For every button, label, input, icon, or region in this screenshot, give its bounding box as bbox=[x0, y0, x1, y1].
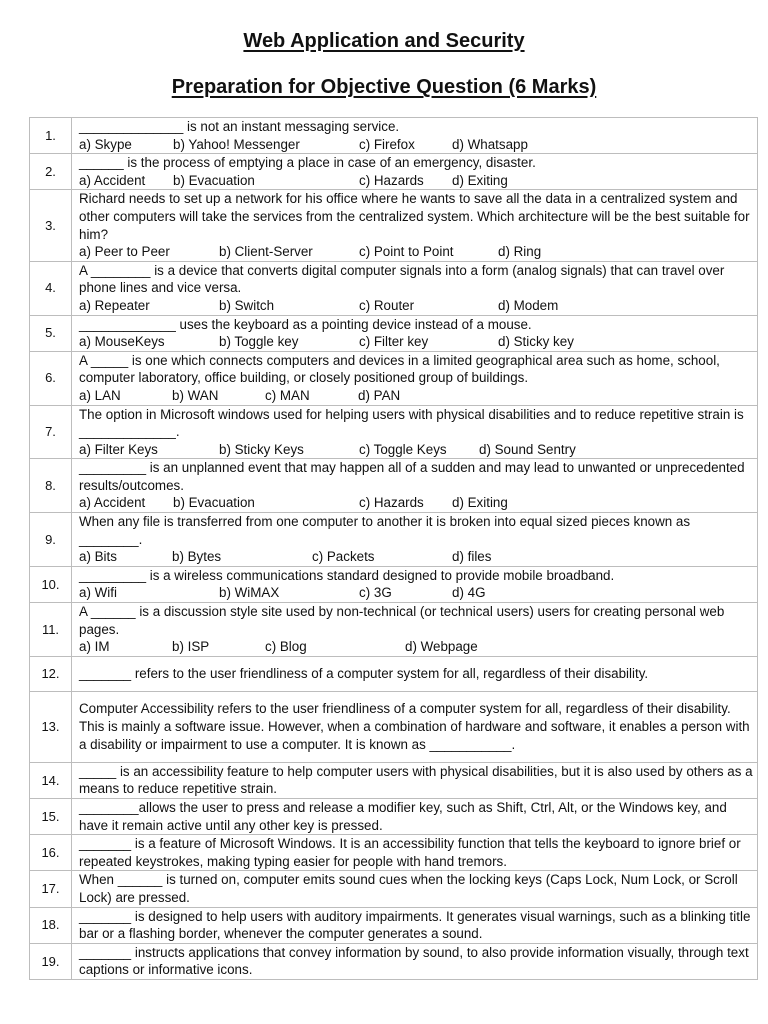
question-text: _________ is an unplanned event that may happen all of a sudden and may lead to unwanted or unprecedented results/outcomes. bbox=[79, 460, 745, 493]
option-b: b) WAN bbox=[172, 387, 219, 403]
question-number: 5. bbox=[30, 315, 72, 351]
question-row bbox=[30, 566, 758, 602]
question-cell bbox=[72, 691, 758, 762]
question-number: 18. bbox=[30, 907, 72, 943]
question-text: A ________ is a device that converts digital computer signals into a form (analog signals) that can travel over phone lines and vice versa. bbox=[79, 262, 725, 296]
question-row bbox=[30, 691, 758, 762]
question-number: 17. bbox=[30, 871, 72, 907]
question-text: ______ is the process of emptying a place in case of an emergency, disaster. bbox=[79, 155, 536, 171]
option-b: b) Evacuation bbox=[173, 495, 255, 511]
document-title: Web Application and Security bbox=[243, 30, 525, 52]
questions-table bbox=[29, 117, 758, 980]
question-row bbox=[30, 513, 758, 567]
option-a: a) MouseKeys bbox=[79, 334, 165, 350]
question-text: ________allows the user to press and release a modifier key, such as Shift, Ctrl, Alt, or the Windows key, and have it remain active until any other key is pressed. bbox=[79, 800, 727, 833]
option-a: a) Repeater bbox=[79, 297, 150, 313]
option-a: a) Accident bbox=[79, 495, 146, 511]
option-c: c) Toggle Keys bbox=[359, 441, 447, 457]
question-number: 3. bbox=[30, 190, 72, 261]
question-cell bbox=[72, 871, 758, 907]
question-row bbox=[30, 907, 758, 943]
option-b: b) Toggle key bbox=[219, 334, 299, 350]
question-number: 2. bbox=[30, 154, 72, 190]
question-row bbox=[30, 656, 758, 691]
option-d: d) Sound Sentry bbox=[479, 441, 576, 457]
question-number: 4. bbox=[30, 261, 72, 315]
answer-options bbox=[79, 387, 753, 405]
question-text: A _____ is one which connects computers and devices in a limited geographical area such as home, school, computer laboratory, office building, or closely positioned group of buildings. bbox=[79, 352, 720, 386]
question-text: _______ is a feature of Microsoft Windows. It is an accessibility function that tells the keyboard to ignore brief or repeated keystrokes, making typing easier for people with hand tremors. bbox=[79, 836, 741, 869]
option-b: b) Yahoo! Messenger bbox=[173, 136, 300, 152]
option-c: c) Hazards bbox=[359, 172, 424, 188]
question-row bbox=[30, 762, 758, 798]
answer-options bbox=[79, 136, 753, 154]
question-row bbox=[30, 943, 758, 979]
option-b: b) Client-Server bbox=[219, 244, 313, 260]
question-text: When any file is transferred from one computer to another it is broken into equal sized pieces known as ________. bbox=[79, 514, 691, 547]
option-d: d) Modem bbox=[498, 297, 559, 313]
option-b: b) ISP bbox=[172, 639, 210, 655]
answer-options bbox=[79, 243, 753, 261]
question-cell bbox=[72, 315, 758, 351]
answer-options bbox=[79, 297, 753, 315]
question-number: 14. bbox=[30, 762, 72, 798]
question-number: 12. bbox=[30, 656, 72, 691]
question-number: 8. bbox=[30, 459, 72, 513]
option-d: d) Whatsapp bbox=[452, 136, 528, 152]
question-text: When ______ is turned on, computer emits sound cues when the locking keys (Caps Lock, Num Lock, or Scroll Lock) are pressed. bbox=[79, 872, 738, 905]
question-number: 15. bbox=[30, 799, 72, 835]
question-cell bbox=[72, 405, 758, 459]
question-number: 9. bbox=[30, 513, 72, 567]
question-number: 16. bbox=[30, 835, 72, 871]
question-row bbox=[30, 459, 758, 513]
option-c: c) MAN bbox=[265, 387, 310, 403]
question-cell bbox=[72, 190, 758, 261]
question-text: _______ is designed to help users with auditory impairments. It generates visual warnings, such as a blinking title bar or a flashing border, whenever the computer generates a sound. bbox=[79, 908, 751, 942]
question-cell bbox=[72, 907, 758, 943]
option-c: c) Router bbox=[359, 297, 415, 313]
option-c: c) 3G bbox=[359, 585, 392, 601]
option-d: d) files bbox=[452, 549, 492, 565]
option-d: d) Exiting bbox=[452, 172, 508, 188]
question-row bbox=[30, 118, 758, 154]
question-cell bbox=[72, 118, 758, 154]
option-c: c) Hazards bbox=[359, 495, 424, 511]
option-a: a) Accident bbox=[79, 172, 146, 188]
question-cell bbox=[72, 835, 758, 871]
question-row bbox=[30, 871, 758, 907]
question-cell bbox=[72, 513, 758, 567]
answer-options bbox=[79, 172, 753, 190]
question-row bbox=[30, 405, 758, 459]
question-number: 6. bbox=[30, 351, 72, 405]
answer-options bbox=[79, 548, 753, 566]
question-text: ______________ is not an instant messaging service. bbox=[79, 119, 400, 134]
option-b: b) Switch bbox=[219, 297, 275, 313]
option-d: d) 4G bbox=[452, 585, 486, 601]
question-row bbox=[30, 261, 758, 315]
question-text: _______ instructs applications that convey information by sound, to also provide information visually, through text captions or informative icons. bbox=[79, 944, 749, 978]
option-b: b) Bytes bbox=[172, 549, 222, 565]
question-text: _______ refers to the user friendliness of a computer system for all, regardless of their disability. bbox=[79, 666, 649, 682]
option-c: c) Point to Point bbox=[359, 244, 454, 260]
question-text: _____ is an accessibility feature to help computer users with physical disabilities, but it is also used by others as a means to reduce repetitive strain. bbox=[79, 763, 753, 797]
answer-options bbox=[79, 638, 753, 656]
option-a: a) Peer to Peer bbox=[79, 244, 170, 260]
option-d: d) Exiting bbox=[452, 495, 508, 511]
question-text: A ______ is a discussion style site used by non-technical (or technical users) users for creating personal web pages. bbox=[79, 604, 725, 637]
question-number: 11. bbox=[30, 603, 72, 657]
question-row bbox=[30, 351, 758, 405]
answer-options bbox=[79, 441, 753, 459]
question-cell bbox=[72, 943, 758, 979]
answer-options bbox=[79, 494, 753, 512]
question-row bbox=[30, 835, 758, 871]
question-number: 10. bbox=[30, 566, 72, 602]
option-c: c) Firefox bbox=[359, 136, 415, 152]
option-d: d) Webpage bbox=[405, 639, 478, 655]
answer-options bbox=[79, 333, 753, 351]
option-a: a) Skype bbox=[79, 136, 132, 152]
option-b: b) Evacuation bbox=[173, 172, 255, 188]
option-c: c) Blog bbox=[265, 639, 307, 655]
question-cell bbox=[72, 799, 758, 835]
question-cell bbox=[72, 154, 758, 190]
question-cell bbox=[72, 351, 758, 405]
option-a: a) LAN bbox=[79, 387, 121, 403]
question-cell bbox=[72, 566, 758, 602]
option-c: c) Packets bbox=[312, 549, 375, 565]
question-row bbox=[30, 799, 758, 835]
question-number: 1. bbox=[30, 118, 72, 154]
question-cell bbox=[72, 459, 758, 513]
question-row bbox=[30, 154, 758, 190]
question-number: 19. bbox=[30, 943, 72, 979]
question-cell bbox=[72, 261, 758, 315]
question-cell bbox=[72, 762, 758, 798]
option-b: b) WiMAX bbox=[219, 585, 280, 601]
option-d: d) Ring bbox=[498, 244, 542, 260]
document-subtitle: Preparation for Objective Question (6 Marks) bbox=[171, 76, 597, 98]
question-text: Computer Accessibility refers to the user friendliness of a computer system for all, regardless of their disability. This is mainly a software issue. However, when a combination of hardware and software, it enables a person with a disability or impairment to use a computer. It is known as ___________. bbox=[79, 701, 750, 752]
question-number: 7. bbox=[30, 405, 72, 459]
question-text: Richard needs to set up a network for his office where he wants to save all the data in a centralized system and other computers will take the services from the centralized system. Which architecture will be the best suitable for him? bbox=[79, 191, 750, 242]
option-a: a) Wifi bbox=[79, 585, 117, 601]
question-number: 13. bbox=[30, 691, 72, 762]
option-a: a) Filter Keys bbox=[79, 441, 158, 457]
answer-options bbox=[79, 584, 753, 602]
option-a: a) IM bbox=[79, 639, 110, 655]
question-text: The option in Microsoft windows used for helping users with physical disabilities and to reduce repetitive strain is _____________. bbox=[79, 406, 744, 440]
option-a: a) Bits bbox=[79, 549, 117, 565]
option-d: d) PAN bbox=[358, 387, 401, 403]
option-d: d) Sticky key bbox=[498, 334, 574, 350]
question-row bbox=[30, 190, 758, 261]
question-text: _________ is a wireless communications standard designed to provide mobile broadband. bbox=[79, 567, 615, 583]
option-c: c) Filter key bbox=[359, 334, 429, 350]
question-cell bbox=[72, 656, 758, 691]
question-row bbox=[30, 603, 758, 657]
question-text: _____________ uses the keyboard as a pointing device instead of a mouse. bbox=[79, 316, 532, 332]
option-b: b) Sticky Keys bbox=[219, 441, 304, 457]
question-row bbox=[30, 315, 758, 351]
question-cell bbox=[72, 603, 758, 657]
